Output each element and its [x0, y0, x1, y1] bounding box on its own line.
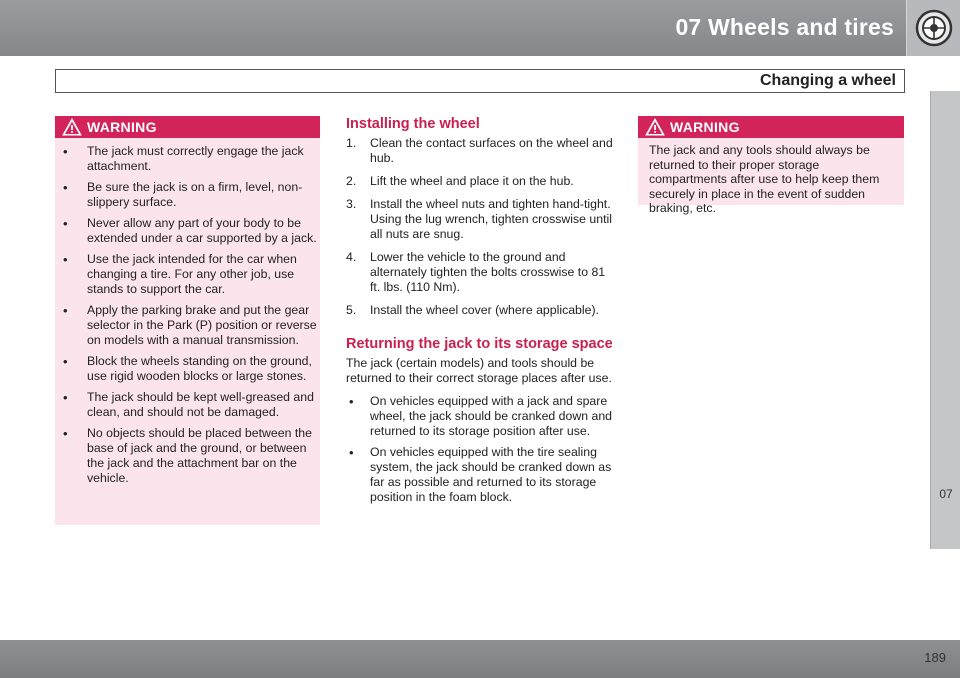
step-item [346, 174, 614, 189]
warning-header [638, 116, 904, 138]
chapter-tab-label: 07 [939, 487, 953, 501]
warning-triangle-icon [645, 118, 665, 136]
chapter-title: 07 Wheels and tires [675, 14, 894, 40]
warning-box-right [638, 116, 904, 215]
warning-list [55, 144, 320, 486]
step-text: Clean the contact surfaces on the wheel and hub. [370, 136, 613, 165]
warning-triangle-icon [62, 118, 82, 136]
section-bar [55, 69, 905, 93]
warning-title: WARNING [87, 119, 157, 135]
step-text: Lower the vehicle to the ground and alternately tighten the bolts crosswise to 81 ft. lbs. (110 Nm). [370, 250, 606, 294]
returning-item: • On vehicles equipped with the tire sealing system, the jack should be cranked down as far as possible and returned to its storage position in the foam block. [346, 445, 614, 505]
warning-item: • Apply the parking brake and put the gear selector in the Park (P) position or reverse on models with a manual transmission. [55, 303, 320, 348]
warning-box-left [55, 116, 320, 525]
warning-header [55, 116, 320, 138]
section-title: Changing a wheel [759, 72, 896, 89]
warning-item: • Use the jack intended for the car when changing a tire. For any other job, use stands to support the car. [55, 252, 320, 297]
tire-icon [915, 9, 953, 47]
returning-intro: The jack (certain models) and tools should be returned to their correct storage places after use. [346, 356, 612, 385]
warning-item: • Never allow any part of your body to be extended under a car supported by a jack. [55, 216, 320, 246]
warning-item: • The jack should be kept well-greased and clean, and should not be damaged. [55, 390, 320, 420]
step-item [346, 136, 614, 166]
page-footer [0, 640, 960, 678]
chapter-header [0, 0, 960, 56]
chapter-tab [930, 91, 960, 549]
installing-heading: Installing the wheel [346, 116, 480, 132]
step-number: 5. [346, 303, 357, 317]
warning-item: • No objects should be placed between the base of jack and the ground, or between the jack and the attachment bar on the vehicle. [55, 426, 320, 486]
step-text: Lift the wheel and place it on the hub. [370, 174, 574, 188]
warning-item: • The jack must correctly engage the jack attachment. [55, 144, 320, 174]
step-item [346, 303, 614, 318]
installing-steps [346, 136, 614, 318]
chapter-icon-box [906, 0, 960, 56]
step-item [346, 197, 614, 242]
step-text: Install the wheel nuts and tighten hand-tight. Using the lug wrench, tighten crosswise until all nuts are snug. [370, 197, 612, 241]
warning-item: • Be sure the jack is on a firm, level, non-slippery surface. [55, 180, 320, 210]
returning-list [346, 394, 614, 505]
warning-title: WARNING [670, 119, 740, 135]
page-number: 189 [924, 650, 946, 665]
returning-heading: Returning the jack to its storage space [346, 336, 613, 352]
returning-item: • On vehicles equipped with a jack and spare wheel, the jack should be cranked down and returned to its storage position after use. [346, 394, 614, 439]
step-text: Install the wheel cover (where applicable). [370, 303, 599, 317]
step-number: 4. [346, 250, 357, 264]
step-number: 1. [346, 136, 357, 150]
step-number: 3. [346, 197, 357, 211]
warning-text: The jack and any tools should always be returned to their proper storage compartments after use to help keep them securely in place in the event of sudden braking, etc. [649, 143, 880, 215]
warning-item: • Block the wheels standing on the ground, use rigid wooden blocks or large stones. [55, 354, 320, 384]
step-item [346, 250, 614, 295]
step-number: 2. [346, 174, 357, 188]
instructions-column [346, 116, 614, 511]
